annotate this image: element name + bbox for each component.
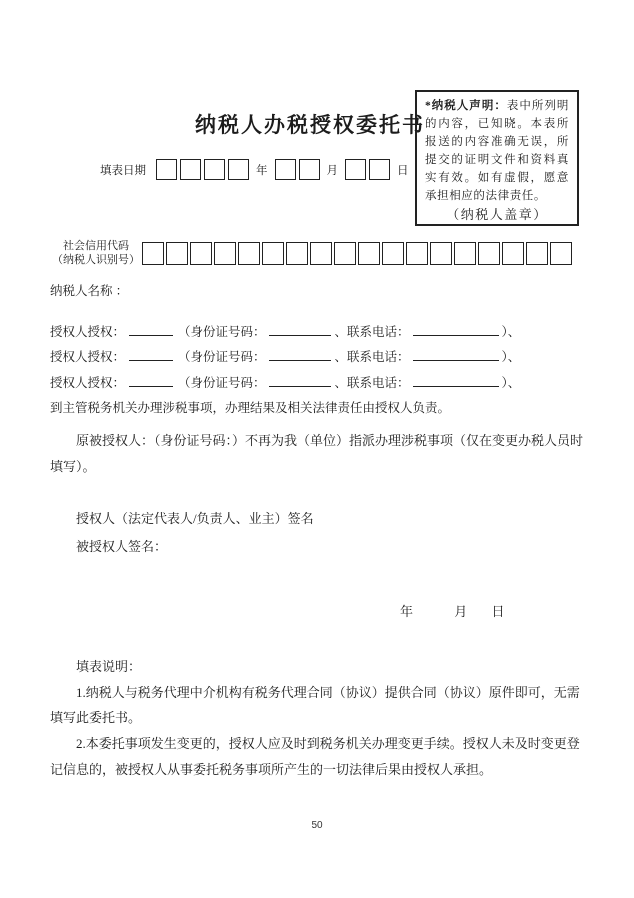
fill-box[interactable]: [502, 242, 524, 265]
sign-month-label: 月: [454, 604, 468, 619]
authorizer-line-2: [50, 345, 590, 370]
authorizer-label: 授权人授权：: [50, 350, 126, 365]
fill-date-year-boxes: [156, 159, 252, 180]
fill-box[interactable]: [345, 159, 366, 180]
fill-box[interactable]: [142, 242, 164, 265]
form-title: 纳税人办税授权委托书: [195, 113, 425, 137]
credit-code-label-line2: （纳税人识别号）: [52, 254, 140, 266]
fill-box[interactable]: [190, 242, 212, 265]
taxpayer-seal-label: （纳税人盖章）: [446, 207, 548, 222]
fill-box[interactable]: [238, 242, 260, 265]
signature-block: [50, 505, 314, 560]
phone-blank[interactable]: [413, 374, 499, 387]
authorizer-name-blank[interactable]: [129, 374, 173, 387]
fill-date-label: 填表日期: [100, 164, 146, 177]
page-number: 50: [311, 820, 323, 831]
fill-box[interactable]: [526, 242, 548, 265]
credit-code-boxes: [142, 242, 574, 265]
sign-year-label: 年: [400, 604, 414, 619]
taxpayer-name-label: 纳税人名称 ：: [50, 284, 129, 298]
declaration-label: *纳税人声明：: [425, 100, 507, 112]
fill-box[interactable]: [286, 242, 308, 265]
instruction-item-2: 2.本委托事项发生变更的，授权人应及时到税务机关办理变更手续。授权人未及时变更登记信息的，被授权人从事委托税务事项所产生的一切法律后果由授权人承担。: [50, 736, 580, 777]
line-suffix: ）、: [501, 350, 521, 365]
id-number-label: （身份证号码：: [178, 350, 266, 365]
authorization-block: [50, 320, 590, 421]
id-number-label: （身份证号码：: [178, 375, 266, 390]
id-number-blank[interactable]: [269, 348, 331, 361]
phone-blank[interactable]: [413, 323, 499, 336]
authorized-signature-label: 被授权人签名：: [76, 538, 168, 554]
authorizer-signature-label: 授权人（法定代表人/负责人、业主）签名: [76, 511, 314, 526]
day-unit-label: 日: [397, 164, 409, 177]
fill-date-month-boxes: [275, 159, 323, 180]
phone-label: 、联系电话：: [334, 350, 410, 365]
phone-blank[interactable]: [413, 348, 499, 361]
instructions-section: [50, 654, 587, 783]
declaration-body: 表中所列明的内容，已知晓。本表所报送的内容准确无误，所提交的证明文件和资料真实有效。如有虚假，愿意承担相应的法律责任。: [425, 100, 569, 202]
fill-box[interactable]: [310, 242, 332, 265]
instruction-item-1: 1.纳税人与税务代理中介机构有税务代理合同（协议）提供合同（协议）原件即可，无需填写此委托书。: [50, 684, 580, 726]
phone-label: 、联系电话：: [334, 325, 410, 339]
fill-box[interactable]: [299, 159, 320, 180]
signature-date-line: [400, 601, 505, 620]
fill-box[interactable]: [262, 242, 284, 265]
instructions-heading: 填表说明：: [76, 659, 142, 674]
credit-code-row: [52, 239, 574, 267]
fill-box[interactable]: [406, 242, 428, 265]
id-number-label: （身份证号码：: [178, 325, 266, 339]
authorizer-line-1: [50, 320, 590, 345]
fill-box[interactable]: [166, 242, 188, 265]
year-unit-label: 年: [256, 164, 268, 177]
phone-label: 、联系电话：: [334, 375, 410, 390]
authorizer-line-3: [50, 371, 590, 396]
fill-box[interactable]: [454, 242, 476, 265]
fill-box[interactable]: [214, 242, 236, 265]
fill-box[interactable]: [275, 159, 296, 180]
authorizer-label: 授权人授权：: [50, 325, 126, 339]
fill-box[interactable]: [430, 242, 452, 265]
line-suffix: ）、: [501, 325, 521, 339]
fill-box[interactable]: [550, 242, 572, 265]
revoke-paragraph: 原被授权人：（身份证号码：）不再为我（单位）指派办理涉税事项（仅在变更办税人员时填写）。: [50, 433, 584, 474]
authorizer-name-blank[interactable]: [129, 348, 173, 361]
month-unit-label: 月: [326, 164, 338, 177]
sign-day-label: 日: [491, 604, 505, 619]
fill-box[interactable]: [358, 242, 380, 265]
authorizer-label: 授权人授权：: [50, 375, 126, 390]
fill-box[interactable]: [478, 242, 500, 265]
fill-box[interactable]: [156, 159, 177, 180]
line-suffix: ）、: [501, 375, 521, 390]
fill-box[interactable]: [180, 159, 201, 180]
fill-box[interactable]: [334, 242, 356, 265]
authorization-note: 到主管税务机关办理涉税事项，办理结果及相关法律责任由授权人负责。: [50, 400, 451, 415]
id-number-blank[interactable]: [269, 323, 331, 336]
credit-code-label-line1: 社会信用代码: [63, 240, 129, 252]
fill-box[interactable]: [382, 242, 404, 265]
authorizer-name-blank[interactable]: [129, 323, 173, 336]
fill-date-day-boxes: [345, 159, 393, 180]
fill-box[interactable]: [204, 159, 225, 180]
fill-date-row: [100, 159, 416, 180]
id-number-blank[interactable]: [269, 374, 331, 387]
fill-box[interactable]: [369, 159, 390, 180]
credit-code-label: [52, 239, 140, 267]
fill-box[interactable]: [228, 159, 249, 180]
